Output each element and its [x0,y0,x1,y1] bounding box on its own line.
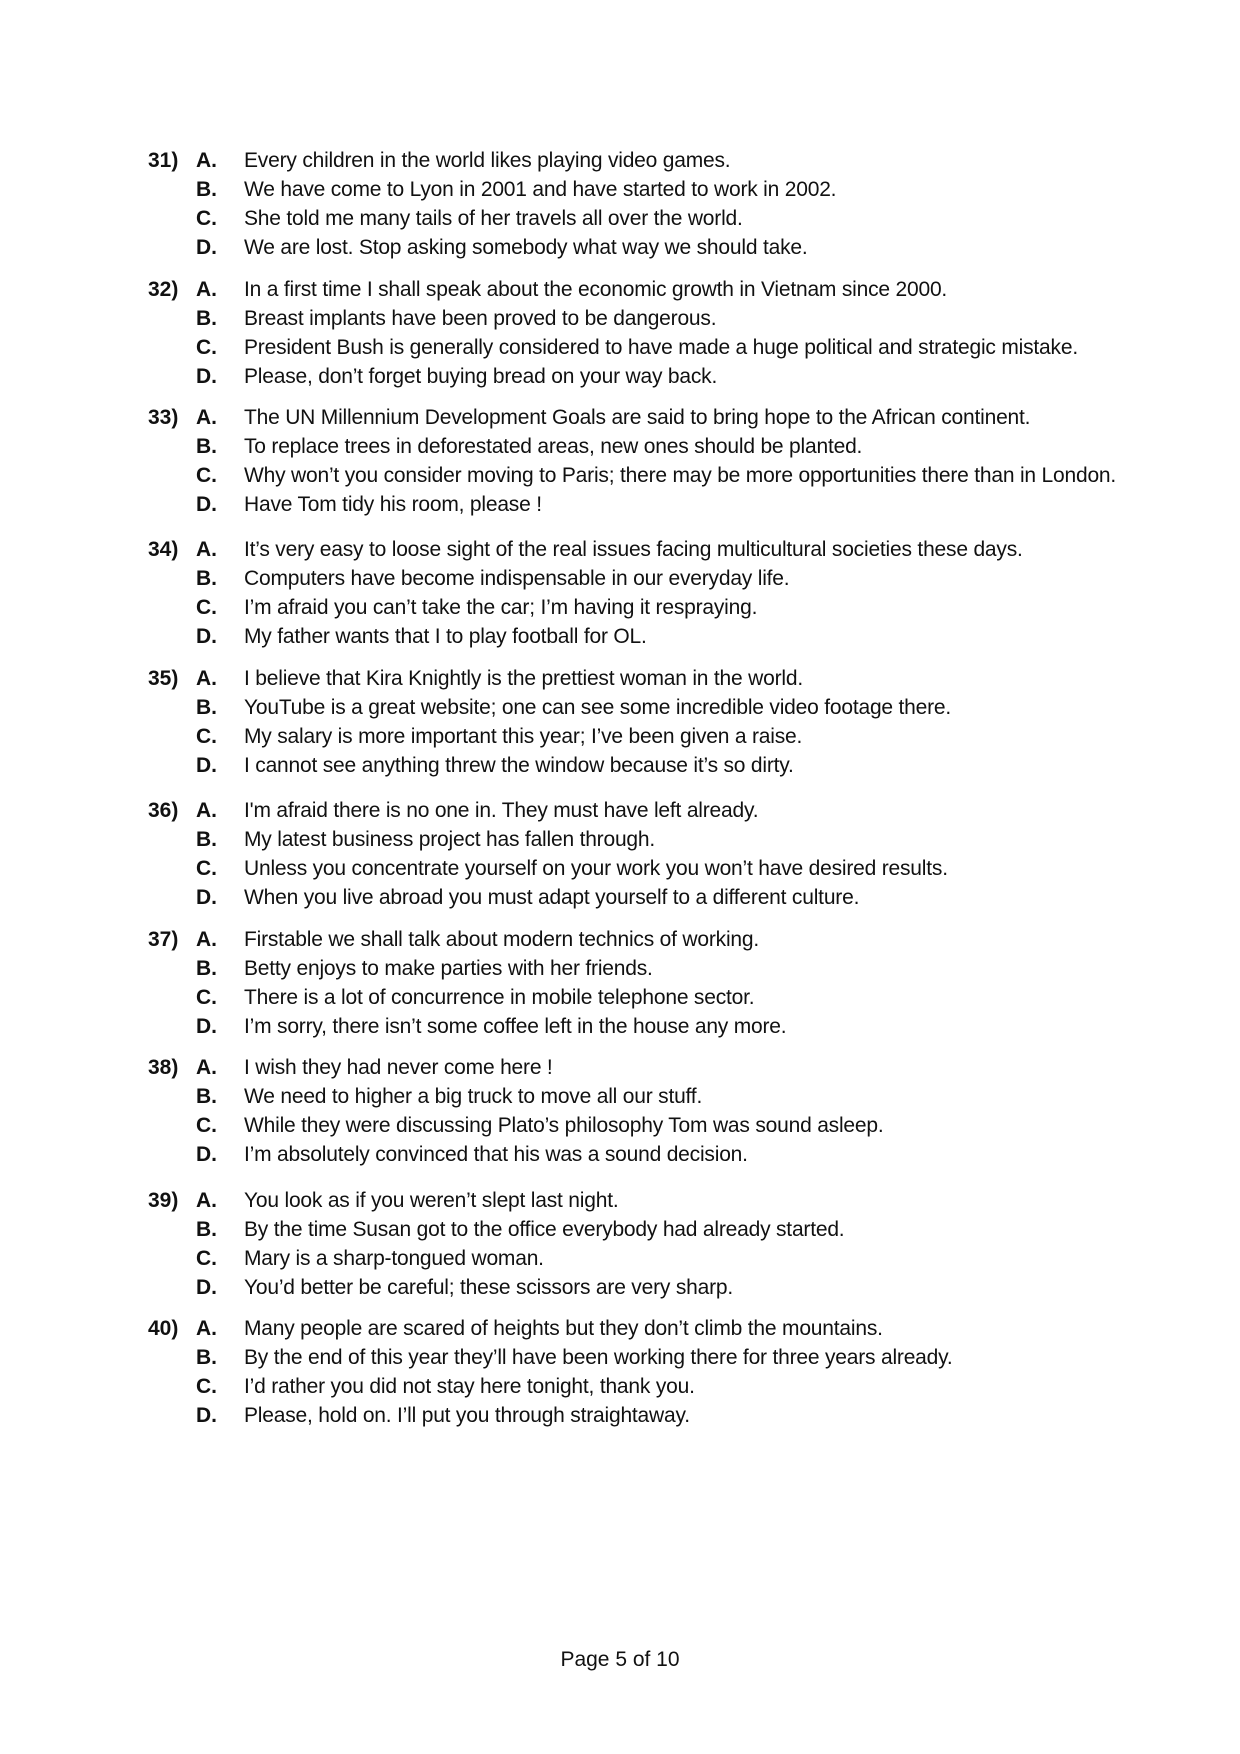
option-text: In a first time I shall speak about the economic growth in Vietnam since 2000. [244,278,948,301]
option-letter: D. [196,1015,217,1038]
option-text: Every children in the world likes playing video games. [244,149,731,172]
option-text: I’m absolutely convinced that his was a sound decision. [244,1143,748,1166]
option-text: Have Tom tidy his room, please ! [244,493,542,516]
option-text: YouTube is a great website; one can see some incredible video footage there. [244,696,952,719]
option-text: You’d better be careful; these scissors are very sharp. [244,1276,733,1299]
option-letter: D. [196,493,217,516]
question-number: 34) [148,538,179,561]
option-text: Betty enjoys to make parties with her friends. [244,957,653,980]
option-text: We are lost. Stop asking somebody what way we should take. [244,236,808,259]
option-letter: C. [196,464,217,487]
option-letter: D. [196,1143,217,1166]
option-letter: D. [196,754,217,777]
option-letter: D. [196,1404,217,1427]
option-text: I cannot see anything threw the window because it’s so dirty. [244,754,794,777]
option-letter: B. [196,307,217,330]
option-letter: D. [196,236,217,259]
option-text: I wish they had never come here ! [244,1056,553,1079]
option-letter: A. [196,667,217,690]
page-number: Page 5 of 10 [560,1648,680,1671]
option-letter: A. [196,799,217,822]
option-letter: B. [196,828,217,851]
option-letter: D. [196,365,217,388]
option-text: I believe that Kira Knightly is the prettiest woman in the world. [244,667,803,690]
question-number: 36) [148,799,179,822]
option-letter: A. [196,1056,217,1079]
option-letter: B. [196,1346,217,1369]
option-letter: A. [196,406,217,429]
option-text: I’d rather you did not stay here tonight, thank you. [244,1375,695,1398]
option-letter: A. [196,538,217,561]
option-letter: C. [196,596,217,619]
option-letter: A. [196,149,217,172]
option-letter: B. [196,1085,217,1108]
option-text: Why won’t you consider moving to Paris; there may be more opportunities there than in London. [244,464,1117,487]
option-letter: C. [196,986,217,1009]
question-number: 38) [148,1056,179,1079]
option-text: While they were discussing Plato’s philosophy Tom was sound asleep. [244,1114,884,1137]
option-letter: B. [196,435,217,458]
question-number: 39) [148,1189,179,1212]
option-text: There is a lot of concurrence in mobile telephone sector. [244,986,755,1009]
option-text: You look as if you weren’t slept last night. [244,1189,619,1212]
option-letter: C. [196,336,217,359]
option-text: Unless you concentrate yourself on your work you won’t have desired results. [244,857,948,880]
option-letter: C. [196,1114,217,1137]
question-number: 35) [148,667,179,690]
option-text: The UN Millennium Development Goals are said to bring hope to the African continent. [244,406,1031,429]
option-text: We need to higher a big truck to move all our stuff. [244,1085,703,1108]
question-number: 31) [148,149,179,172]
option-text: Please, hold on. I’ll put you through straightaway. [244,1404,690,1427]
option-text: I’m sorry, there isn’t some coffee left in the house any more. [244,1015,787,1038]
question-number: 40) [148,1317,179,1340]
option-text: To replace trees in deforestated areas, new ones should be planted. [244,435,863,458]
option-letter: B. [196,1218,217,1241]
option-text: Computers have become indispensable in our everyday life. [244,567,790,590]
option-letter: A. [196,278,217,301]
option-text: Please, don’t forget buying bread on your way back. [244,365,718,388]
option-letter: B. [196,567,217,590]
option-letter: D. [196,625,217,648]
option-letter: D. [196,1276,217,1299]
option-letter: C. [196,1375,217,1398]
option-text: By the end of this year they’ll have been working there for three years already. [244,1346,953,1369]
option-letter: A. [196,1189,217,1212]
option-text: Mary is a sharp-tongued woman. [244,1247,544,1270]
option-letter: C. [196,857,217,880]
option-letter: A. [196,1317,217,1340]
option-text: My salary is more important this year; I’ve been given a raise. [244,725,803,748]
option-letter: B. [196,696,217,719]
option-text: By the time Susan got to the office everybody had already started. [244,1218,845,1241]
option-text: Breast implants have been proved to be dangerous. [244,307,717,330]
option-text: My latest business project has fallen through. [244,828,656,851]
option-letter: B. [196,957,217,980]
option-text: Firstable we shall talk about modern technics of working. [244,928,760,951]
option-letter: B. [196,178,217,201]
option-text: When you live abroad you must adapt yourself to a different culture. [244,886,860,909]
option-text: President Bush is generally considered to have made a huge political and strategic mistake. [244,336,1078,359]
question-number: 37) [148,928,179,951]
option-text: We have come to Lyon in 2001 and have started to work in 2002. [244,178,837,201]
option-letter: A. [196,928,217,951]
option-text: I’m afraid you can’t take the car; I’m having it respraying. [244,596,758,619]
option-text: It’s very easy to loose sight of the real issues facing multicultural societies these days. [244,538,1023,561]
option-letter: C. [196,725,217,748]
question-number: 32) [148,278,179,301]
question-number: 33) [148,406,179,429]
option-text: She told me many tails of her travels all over the world. [244,207,743,230]
option-letter: C. [196,1247,217,1270]
option-text: Many people are scared of heights but they don’t climb the mountains. [244,1317,883,1340]
option-text: I'm afraid there is no one in. They must have left already. [244,799,759,822]
option-letter: C. [196,207,217,230]
option-text: My father wants that I to play football for OL. [244,625,647,648]
option-letter: D. [196,886,217,909]
